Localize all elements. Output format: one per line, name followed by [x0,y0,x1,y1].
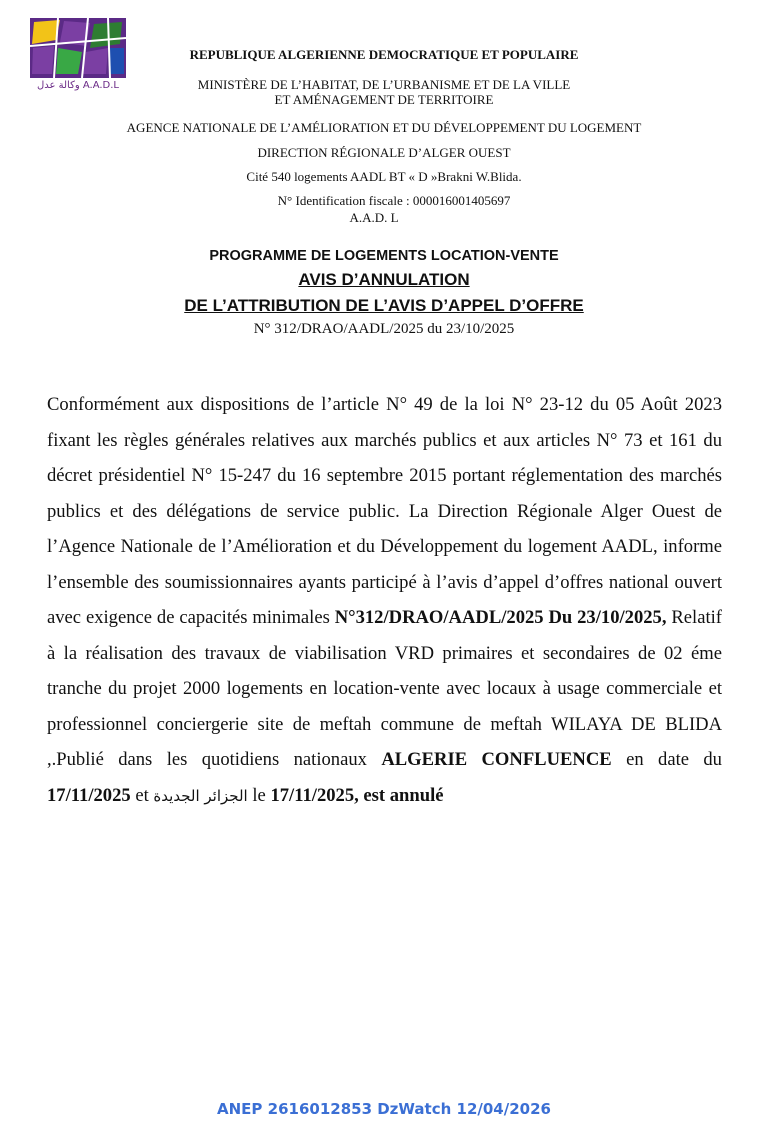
direction-line: DIRECTION RÉGIONALE D’ALGER OUEST [257,145,511,160]
ministry-line-2: ET AMÉNAGEMENT DE TERRITOIRE [274,92,494,107]
footer-watermark: ANEP 2616012853 DzWatch 12/04/2026 [217,1100,551,1118]
newspaper-2: الجزائر الجديدة [153,786,248,805]
body-part-1: Conformément aux dispositions de l’article N° 49 de la loi N° 23-12 du 05 Août 2023 fixant les règles générales relatives aux marchés publics et aux articles N° 73 et 161 du décret présidentiel N° 15-247 du 16 septembre 2015 portant réglementation des marchés publics et des délégations de service public. La Direction Régionale Alger Ouest de l’Agence Nationale de l’Amélioration et du Développement du logement AADL, informe l’ensemble des soumissionnaires ayants participé à l’avis d’appel d’offres national ouvert avec exigence de capacités minimales [47,394,722,628]
republic-line: REPUBLIQUE ALGERIENNE DEMOCRATIQUE ET POPULAIRE [189,47,579,62]
publication-date-1: 17/11/2025 [47,784,131,806]
agency-line: AGENCE NATIONALE DE L’AMÉLIORATION ET DU DÉVELOPPEMENT DU LOGEMENT [126,120,642,135]
fiscal-id-line: N° Identification fiscale : 000016001405697 [277,193,511,208]
ministry-line: MINISTÈRE DE L’HABITAT, DE L’URBANISME ET DE LA VILLE [197,77,571,92]
newspaper-1: ALGERIE CONFLUENCE [381,749,612,770]
publication-date-2-status: 17/11/2025, est annulé [270,784,444,806]
program-title: PROGRAMME DE LOGEMENTS LOCATION-VENTE [209,248,559,264]
body-part-4: et [135,784,149,806]
reference-bold: N°312/DRAO/AADL/2025 Du 23/10/2025, [334,607,667,628]
body-part-2: Relatif à la réalisation des travaux de viabilisation VRD primaires et secondaires de 02 éme tranche du projet 2000 logements en location-vente avec locaux à usage commerciale et professionnel conciergerie site de meftah commune de meftah WILAYA DE BLIDA ,.Publié dans les quotidiens nationaux [47,607,722,770]
attribution-title: DE L’ATTRIBUTION DE L’AVIS D’APPEL D’OFFRE [184,296,584,315]
reference-line: N° 312/DRAO/AADL/2025 du 23/10/2025 [253,321,515,337]
address-line: Cité 540 logements AADL BT « D »Brakni W.Blida. [246,169,522,184]
avis-title: AVIS D’ANNULATION [298,270,470,289]
logo-caption: وكالة عدل A.A.D.L [36,80,120,91]
body-part-3: en date du [626,749,722,770]
notice-body [47,387,722,814]
aadl-line: A.A.D. L [349,210,399,225]
body-part-5: le [252,784,266,806]
